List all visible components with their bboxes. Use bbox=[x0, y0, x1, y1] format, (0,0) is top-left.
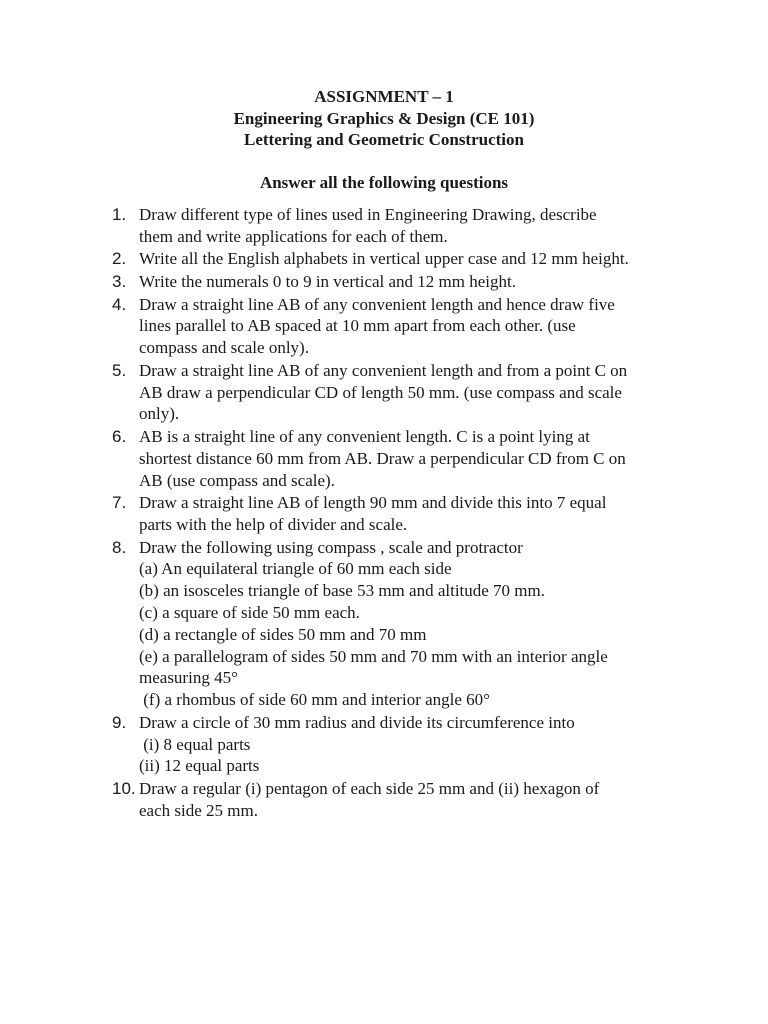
question-text bbox=[139, 778, 708, 822]
question-line: measuring 45° bbox=[139, 668, 238, 688]
question-text bbox=[139, 360, 708, 425]
question-text bbox=[139, 426, 708, 491]
question-text bbox=[139, 271, 708, 293]
question-number-cell bbox=[108, 360, 139, 382]
question-line: (i) 8 equal parts bbox=[139, 734, 251, 754]
question-number: 9. bbox=[112, 712, 127, 732]
question-number-cell bbox=[108, 294, 139, 316]
question-line: parts with the help of divider and scale. bbox=[139, 514, 408, 534]
question-line: AB draw a perpendicular CD of length 50 mm. (use compass and scale bbox=[139, 382, 622, 402]
course-title: Engineering Graphics & Design (CE 101) bbox=[233, 108, 535, 128]
question-number-cell bbox=[108, 712, 139, 734]
question-number: 10. bbox=[112, 778, 136, 798]
question-line: (e) a parallelogram of sides 50 mm and 70 mm with an interior angle bbox=[139, 646, 608, 666]
question-number: 3. bbox=[112, 271, 127, 291]
topic-title: Lettering and Geometric Construction bbox=[244, 130, 524, 149]
question-item bbox=[108, 426, 708, 491]
header-gap bbox=[0, 151, 768, 172]
question-text bbox=[139, 294, 708, 359]
question-line: AB is a straight line of any convenient length. C is a point lying at bbox=[139, 426, 590, 446]
question-text bbox=[139, 492, 708, 536]
document-header bbox=[0, 86, 768, 193]
question-line: Write the numerals 0 to 9 in vertical and 12 mm height. bbox=[139, 271, 516, 291]
question-number: 6. bbox=[112, 426, 127, 446]
question-item bbox=[108, 778, 708, 822]
question-line: only). bbox=[139, 404, 180, 424]
question-line: Draw the following using compass , scale and protractor bbox=[139, 537, 523, 557]
question-line: each side 25 mm. bbox=[139, 800, 258, 820]
question-line: Draw different type of lines used in Engineering Drawing, describe bbox=[139, 205, 597, 224]
question-number: 4. bbox=[112, 294, 127, 314]
question-line: Write all the English alphabets in vertical upper case and 12 mm height. bbox=[139, 249, 629, 269]
question-number-cell bbox=[108, 248, 139, 270]
question-line: (f) a rhombus of side 60 mm and interior angle 60° bbox=[139, 690, 490, 710]
question-item bbox=[108, 248, 708, 270]
question-line: Draw a straight line AB of any convenient length and hence draw five bbox=[139, 294, 615, 314]
question-number-cell bbox=[108, 537, 139, 559]
question-line: Draw a straight line AB of length 90 mm and divide this into 7 equal bbox=[139, 493, 607, 513]
question-line: Draw a straight line AB of any convenient length and from a point C on bbox=[139, 360, 628, 380]
question-line: compass and scale only). bbox=[139, 338, 309, 358]
question-number-cell bbox=[108, 271, 139, 293]
question-item bbox=[108, 204, 708, 248]
question-number: 7. bbox=[112, 493, 127, 513]
question-item bbox=[108, 294, 708, 359]
question-line: (b) an isosceles triangle of base 53 mm and altitude 70 mm. bbox=[139, 581, 546, 601]
question-number: 8. bbox=[112, 537, 127, 557]
question-number: 1. bbox=[112, 205, 127, 224]
question-line: them and write applications for each of them. bbox=[139, 226, 448, 246]
instruction-text: Answer all the following questions bbox=[259, 172, 509, 192]
question-number: 5. bbox=[112, 360, 127, 380]
question-text bbox=[139, 248, 708, 270]
question-line: Draw a regular (i) pentagon of each side 25 mm and (ii) hexagon of bbox=[139, 778, 600, 798]
question-number-cell bbox=[108, 492, 139, 514]
question-text bbox=[139, 204, 708, 248]
question-line: (c) a square of side 50 mm each. bbox=[139, 602, 360, 622]
question-line: (ii) 12 equal parts bbox=[139, 756, 260, 776]
question-number-cell bbox=[108, 204, 139, 226]
question-item bbox=[108, 712, 708, 777]
question-item bbox=[108, 537, 708, 711]
assignment-title: ASSIGNMENT – 1 bbox=[314, 87, 454, 106]
question-line: Draw a circle of 30 mm radius and divide its circumference into bbox=[139, 712, 575, 732]
question-text bbox=[139, 712, 708, 777]
question-line: lines parallel to AB spaced at 10 mm apart from each other. (use bbox=[139, 316, 576, 336]
question-item bbox=[108, 492, 708, 536]
question-line: shortest distance 60 mm from AB. Draw a perpendicular CD from C on bbox=[139, 448, 626, 468]
question-text bbox=[139, 537, 708, 711]
question-item bbox=[108, 271, 708, 293]
question-line: (a) An equilateral triangle of 60 mm each side bbox=[139, 559, 452, 579]
question-line: (d) a rectangle of sides 50 mm and 70 mm bbox=[139, 624, 427, 644]
question-number-cell bbox=[108, 426, 139, 448]
question-list bbox=[108, 204, 708, 822]
question-line: AB (use compass and scale). bbox=[139, 470, 335, 490]
question-number-cell bbox=[108, 778, 139, 800]
question-item bbox=[108, 360, 708, 425]
question-number: 2. bbox=[112, 249, 127, 269]
